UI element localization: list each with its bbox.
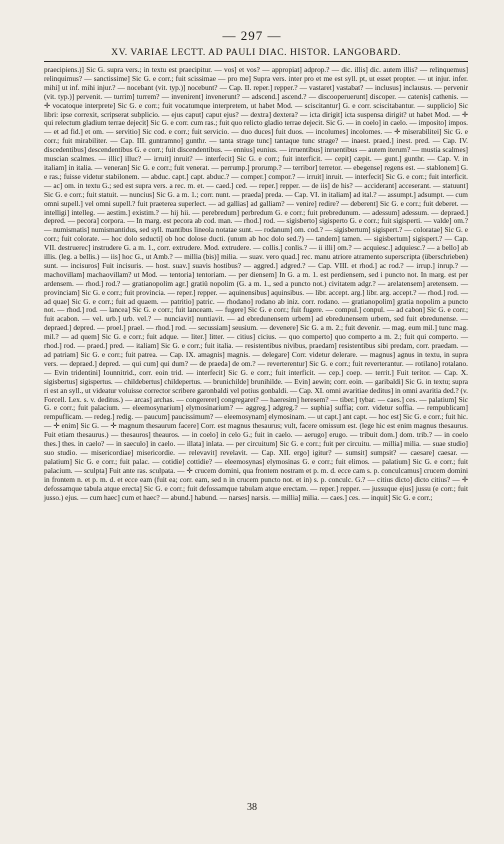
variant-readings-text: praecipiens.)] Sic G. supra vers.; in textu est praecipitur. — vos] et vos? — appropiat] adprop.? — dic. illis] dic. autem illis? — relinquemus] relinquimus? — sanctissime] Sic G. e corr.; fuit scissimae — pro me] Supra vers. inter pro et me est syll. pt, ut esset propter. — ut injur. infer. mihi] ut inf. mihi injur.? — nocebant (vit. typ.)] nocebunt? — Cap. II. reper.] repper.? — vastaret] vastabat? — inclusus] inclausus. — pervenir (vit. typ.)] pervenit. — turrim] turrem? — invenirent] invenerunt? — adscend.] ascend.? — discooperuerunt] discoper. — catenis] cathenis. — ✛ vocatoque interprete] Sic G. e corr.; fuit vocatumque interpretem, ut habet Mod. — sciscitantur] G. e corr. sciscitabantur. — supplicio] Sic libri: ipse correxit, scripserat subplicio. — ejus caput] caput ejus? — dextra] dextera? — icta dirigit] icta suspensa dirigit? ut habet Mod. — ✛ qui relectum gladium terrae dejecit] Sic G. e corr. cum ras.; fuit quo relicto gladio terrae dejecit. Sic G. — in coelo] in caelo. — imposito] impos. — et ad fid.] et om. — servitio] Sic cod. e corr.; fuit servicio. — duo duces] fuit duos. — incolumes] incolomes. — ✛ miserabilitei] Sic G. e corr.; fuit mirabiliter. — Cap. III. guntramno] gunthr. — tanta strage tunc] tantaque tunc strage? — inaest. praed.] inest. pred. — Cap. IV. discedentibus] descendentibus G. e corr.; fuit discendentibus. — ennius] eunius. — irruentibus] inruentibus — autem iterum? — mustia scalmes] muscian scalmes. — illic] illuc? — irruit] inruit? — interfecit] Sic G. e corr.; fuit interficit. — cepit] cæpit. — gunt.] gunthr. — Cap. V. in italiam] in italia. — veneran] Sic G. e corr.; fuit venerat. — perrump.] prorump.? — terribor] terretor. — ebegense] regens est. — stablonem] G. e ras.; fuisse videtur stabilonem. — abduc. capt.] capt. abduc.? — comper.] compor.? — irruit] inruit. — interfecit] Sic G. e corr.; fuit interficit. — ac] om. in textu G.; sed est supra vers. a rec. m. et. — caed.] ced. — reper.] repper. — de iis] de his? — acciderant] acceserant. — statuunt] Sic G. e corr.; fuit statuit. — nuncius] Sic G. a m. 1.; corr. nunt. — praeda] preda. — Cap. VI. in italiam] ad ital.? — assumpt.] adsumpt. — cum omni supell.] vel omni supell.? fuit praeterea superlect. — ad gallias] ad galliam? — venire] redire? — deberent] Sic G. e corr.; fuit deberet. — intelligi] intelleg. — aestim.] existim.? — hij hii. — perebredum] perbredum G. e corr.; fuit prebredunum. — adessum] adessum. — depraed.] depred. — pecora] corpora. — In marg. est pecora ab cod. man. — rhod.] rod. — sigisberto] sigisperto G. e corr.; fuit sigisperti. — valde] om.? — numismatis] numismantidus, sed syll. mantibus lineola notatae sunt. — rodanum] om. cod.? — sigisbertum] sigispert.? — coloratae] Sic G. e corr.; fuit colorate. — hoc dolo seducti] ob hoc dolose ducti. (unum ab hoc dolo sed.?) — tandem] tamen. — sigisbertum] sigispert.? — Cap. VII. destruerec] instrudere G. a m. 1., corr. extrudere. Mod. extrudere. — collis.] conlis.? — ii illi] om.? — acquiesc.] adquiesc.? — a bello] ab illis. (leg. a bellis.) — iis] hoc G., ut Amb.? — millia (bis)] milia. — suav. vero quad.] rec. manu atriore atramento superscripta (überschrieben) sunt. — incisuros] Fuit incisuris. — host. suav.] suavis hostibus? — aggred.] adgred.? — Cap. VIII. et rhod.] ac rod.? — irrup.] inrup.? — machovillam] machaovillam? ut Mod. — tentoria] tentoriam. — per diensem] In G. a m. 1. est perdiensem, sed i puncto not. In marg. est per ardensem. — rhod.] rod.? — gratianopolim agr.] gratiü nopolim (G. a m. 1., sed a puncto not.) civitatem adgr.? — arelatensem] aretensem. — provinciam] Sic G. e corr.; fuit provincia. — reper.] repper. — aquinensibus] aquinsibus. — libr. accept. arg.] libr. arg. accept.? — rhod.] rod. — ad quae] Sic G. e corr.; fuit ad quaem. — patritio] patric. — rhodano] rodano ab iniz. corr. rodano. — gratianopolim] gratia nopolim a puncto not. — rhod.] rod. — lancea] Sic G. e corr.; fuit lanceam. — fugere] Sic G. e corr.; fuit fugere. — compul.] conpul. — ad cabon] Sic G. e corr.; fuit acabon. — vel. urb.] urb. vel.? — nunciavit] nuntiavit. — ad ebredunensem urbem] ad ebredunensem urbem, sed fuit ebredunense. — depraed.] depred. — proel.] prael. — rhod.] rod. — secussiam] seusium. — devenere] Sic G. a m. 2.; fuit devenir. — mag. eum mil.] tunc mag. mil.? — ad quem] Sic G. e corr.; fuit adque. — liter.] litter. — citius] cicius. — quo comperto] quo comperto a m. 2.; fuit qui comperto. — rhod.] rod. — praed.] pred. — italiam] Sic G. e corr.; fuit italia. — resistentibus nivibus, praedam] resistentibus sibi predam, corr. praedam. — ad patriam] Sic G. e corr.; fuit patrea. — Cap. IX. amagnis] magnis. — delegare] Corr. videtur delerare. — magnus] agnus in textu, in supra vers. — depraed.] depred. — qui cum] qui dum? — de praeda] de om.? — reverterentur] Sic G. e corr.; fuit reverterantur. — rotilano] rotalano. — Evin tridentini] Iounnitrid., corr. eoin trid. — interfecit] Sic G. e corr.; fuit interficit. — cep.] coep. — territ.] Fuit teritor. — Cap. X. sigisbertus] sigispertus. — childebertus] childepertus. — brunichilde] brunihilde. — Evin] aewin; corr. eoin. — garibaldi] Sic G. in textu; supra ri est an syll., ut videatur voluisse corrector scribere garonbaldi vel potius gonbaldi. — Cap. XI. omni avaritiae deditus] in omni avaritia ded.? (v. Forcell. Lex. s. v. deditus.) — arcas] archas. — congereret] congregaret? — haeresim] heresem? — tiber.] tybar. — caes.] ces. — palatium] Sic G. e corr.; fuit palacium. — eleemosynarium] elymosinarium? — aggreg.] adgreg.? — suphia] suffia; corr. videtur soffia. — rempublicam] rempuflicam. — redeg.] redig. — paucum] paucissimum? — eleemosynam] elymosinam. — ut capt.] ant capt. — hoc est] Sic G. e corr.; fuit hic. — ✛ enim] Sic G. — ✛ magnum thesaurum facere] Corr. est magnus thesaurus; vult, facere omissum est. (lege hic est enim magnus thesaurus. Fuit etiam thesaurus.) — thesauros] theauros. — in coelo] in celo G.; fuit in caelo. — aerugo] erugo. — tribuit dom.] dom. trib.? — in coelo thes.] thes. in caelo? — in saeculo] in caelo. — illata] inlata. — per circuitum] Sic G. e corr.; fuit per circuitu. — millia] milia. — suae studio] suo studio. — misericordiae] misericordie. — relevavit] revelavit. — Cap. XII. ergo] igitur? — sumsit] sumpsit? — caesare] caesar. — palatium] Sic G. e corr.; fuit palac. — cotidie] cottidie? — eleemosynas] elymosinas G. e corr.; fuit elimos. — palatium] Sic G. e corr.; fuit palacium. — sculpta] Fuit ante ras. sculpata. — ✛ crucem domini, qua frontem nostram et p. m. d. ecce cam s. p. conculcamus] crucem domini in frontem n. et p. m. d. et ecce eam (fuit ea; corr. eam, sed n in crucem puncto not. et in) s. p. conculc. G.? — citius dicto] dicto citius? — ✛ defossamque tabula atque erecta] Sic G. e corr.; fuit defossamque tabulam atque erectam. — reper.] repper. — jussuque ejus] jussu (e corr.; fuit jusso.) ejus. — cum haec] cum et haec? — abund.] habund. — narses] narsis. — millia] milia. — caes.] ces. — inquit] Sic G. e corr.; xyxy=(44,65,468,502)
signature-mark: 38 xyxy=(247,802,257,813)
head-rule xyxy=(44,61,468,62)
running-head: XV. VARIAE LECTT. AD PAULI DIAC. HISTOR. LANGOBARD. xyxy=(111,47,401,58)
page-number: — 297 — xyxy=(222,28,282,43)
